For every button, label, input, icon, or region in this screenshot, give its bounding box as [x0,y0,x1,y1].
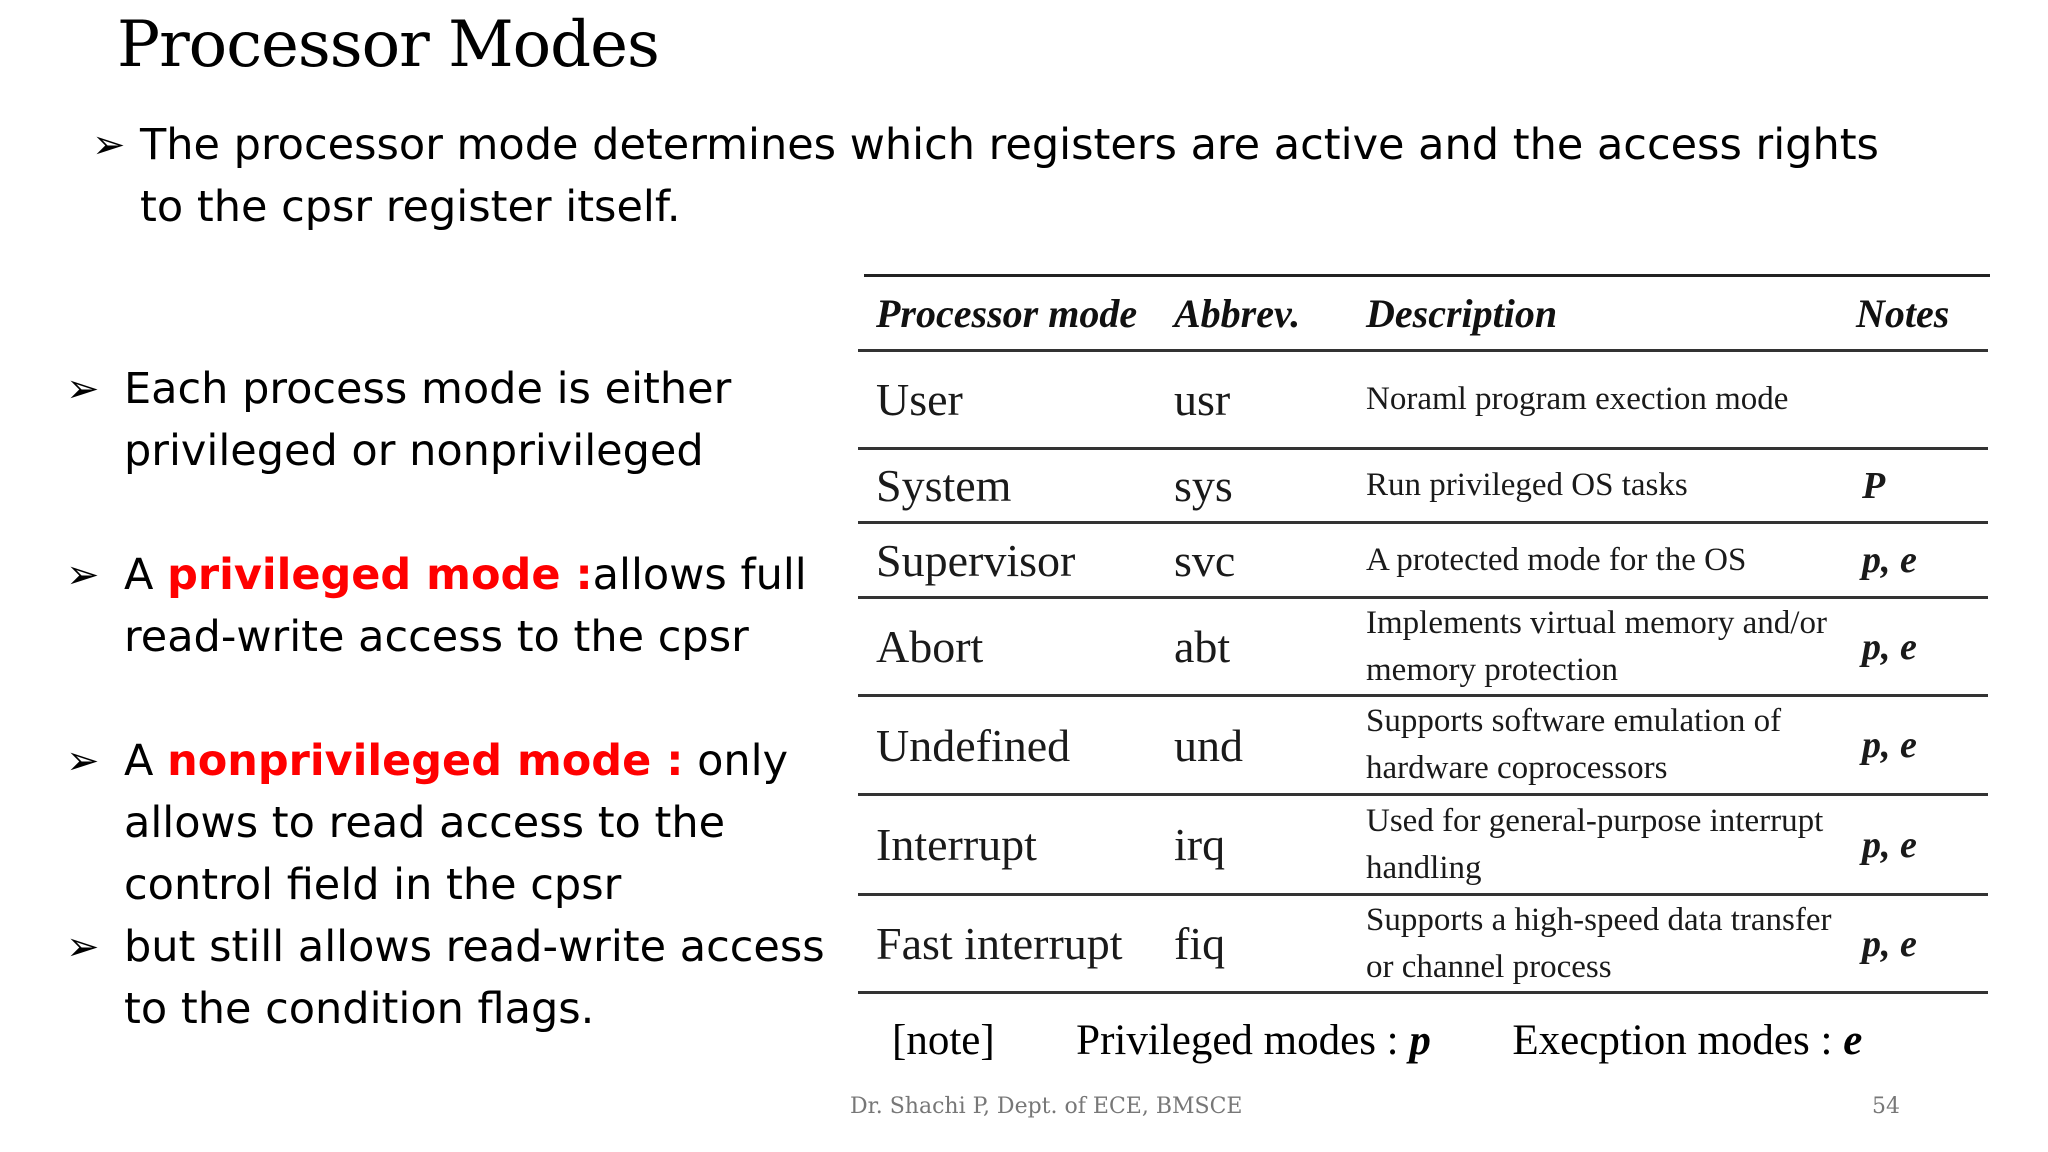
bullet-item [66,544,826,668]
arrow-bullet-icon: ➢ [66,366,100,412]
cell-description: Implements virtual memory and/or memory protection [1366,598,1856,696]
bullet-item [66,358,826,482]
cell-abbrev: svc [1174,523,1366,598]
cell-abbrev: und [1174,696,1366,795]
bullet-text: Each process mode is either privileged or nonprivileged [124,364,732,476]
cell-notes: p, e [1856,523,1988,598]
modes-table [858,277,1988,994]
cell-mode: Fast interrupt [858,895,1174,993]
arrow-bullet-icon: ➢ [66,924,100,970]
bullet-text: but still allows read-write access to the condition flags. [124,922,825,1034]
cell-description: Run privileged OS tasks [1366,449,1856,523]
slide-title: Processor Modes [117,8,659,82]
cell-description: A protected mode for the OS [1366,523,1856,598]
cell-abbrev: usr [1174,351,1366,449]
table-header-row [858,277,1988,351]
bullet-item [66,916,826,1040]
bullet-text [66,730,826,916]
intro-bullet-text: The processor mode determines which registers are active and the access rights to the cpsr register itself. [140,120,1879,232]
cell-notes: p, e [1856,598,1988,696]
note-exception-symbol: e [1843,1017,1863,1064]
cell-notes: P [1856,449,1988,523]
cell-abbrev: sys [1174,449,1366,523]
table-row [858,351,1988,449]
table-row [858,449,1988,523]
table-note [858,1016,1988,1065]
table-row [858,598,1988,696]
table-row [858,895,1988,993]
table-row [858,523,1988,598]
cell-abbrev: abt [1174,598,1366,696]
bullet-prefix: A [124,550,168,600]
cell-description: Used for general-purpose interrupt handling [1366,795,1856,895]
arrow-bullet-icon: ➢ [66,552,100,598]
header-processor-mode: Processor mode [876,290,1138,336]
cell-mode: System [858,449,1174,523]
cell-description: Supports software emulation of hardware coprocessors [1366,696,1856,795]
bullet-prefix: A [124,736,168,786]
note-exception-text: Execption modes : [1512,1017,1844,1064]
header-abbrev: Abbrev. [1174,290,1301,336]
arrow-bullet-icon: ➢ [92,122,126,168]
note-privileged-symbol: p [1409,1017,1431,1064]
bullet-text [66,544,826,668]
note-label: [note] [892,1017,995,1064]
cell-description: Supports a high-speed data transfer or channel process [1366,895,1856,993]
cell-abbrev: fiq [1174,895,1366,993]
privileged-mode-highlight: privileged mode : [167,550,593,600]
slide-footer: Dr. Shachi P, Dept. of ECE, BMSCE [850,1094,1243,1119]
nonprivileged-mode-highlight: nonprivileged mode : [167,736,684,786]
cell-mode: Undefined [858,696,1174,795]
cell-mode: Abort [858,598,1174,696]
arrow-bullet-icon: ➢ [66,738,100,784]
cell-mode: User [858,351,1174,449]
cell-mode: Supervisor [858,523,1174,598]
note-privileged-text: Privileged modes : [1076,1017,1410,1064]
cell-notes: p, e [1856,696,1988,795]
header-description: Description [1366,290,1558,336]
processor-modes-table [858,274,1988,1065]
cell-abbrev: irq [1174,795,1366,895]
cell-notes [1856,351,1988,449]
cell-notes: p, e [1856,795,1988,895]
bullet-rest: only allows to read access to the control field in the cpsr [124,736,789,910]
page-number: 54 [1872,1094,1900,1119]
cell-description: Noraml program exection mode [1366,351,1856,449]
header-notes: Notes [1856,290,1950,336]
left-bullet-list [66,358,826,1040]
cell-notes: p, e [1856,895,1988,993]
table-row [858,795,1988,895]
table-row [858,696,1988,795]
bullet-item [66,730,826,916]
bullet-rest: allows full read-write access to the cpsr [124,550,807,662]
cell-mode: Interrupt [858,795,1174,895]
intro-bullet [92,114,1912,238]
